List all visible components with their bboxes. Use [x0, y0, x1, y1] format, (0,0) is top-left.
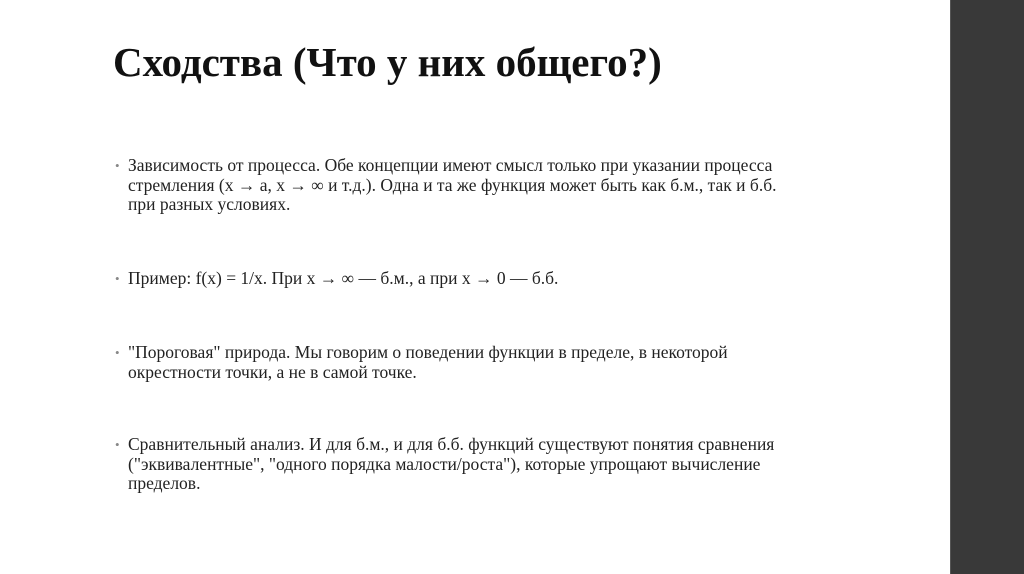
- bullet-item: • Сравнительный анализ. И для б.м., и для б.б. функций существуют понятия сравнения ("эквивалентные", "одного порядка малости/роста"), которые упрощают вычисление пределов.: [128, 435, 808, 494]
- bullet-item: • Пример: f(x) = 1/x. При x → ∞ — б.м., а при x → 0 — б.б.: [128, 269, 808, 289]
- bullet-item: • Зависимость от процесса. Обе концепции имеют смысл только при указании процесса стремления (x → a, x → ∞ и т.д.). Одна и та же функция может быть как б.м., так и б.б. при разных условиях.: [128, 156, 808, 215]
- side-panel: [950, 0, 1024, 574]
- bullet-item: • "Пороговая" природа. Мы говорим о поведении функции в пределе, в некоторой окрестности точки, а не в самой точке.: [128, 343, 808, 382]
- slide-title: Сходства (Что у них общего?): [113, 39, 662, 85]
